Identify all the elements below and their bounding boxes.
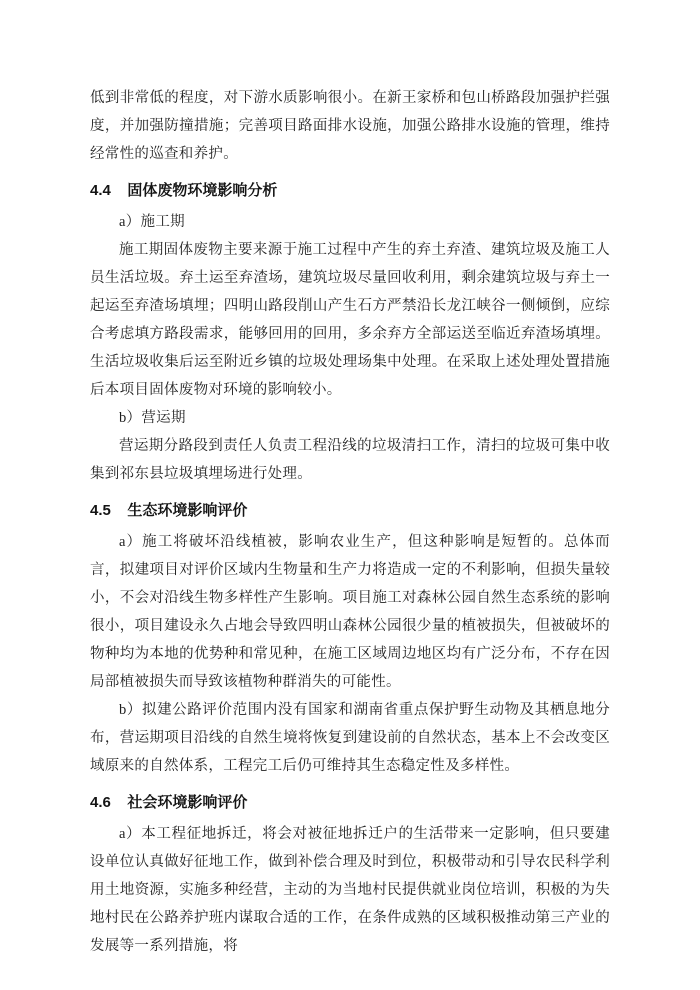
section-number: 4.4 [90,182,111,199]
paragraph-operation-solid-waste: 营运期分路段到责任人负责工程沿线的垃圾清扫工作，清扫的垃圾可集中收集到祁东县垃圾填埋场进行处理。 [90,438,610,482]
paragraph-ecology-a: a）施工将破坏沿线植被，影响农业生产，但这种影响是短暂的。总体而言，拟建项目对评价区域内生物量和生产力将造成一定的不利影响，但损失量较小，不会对沿线生物多样性产生影响。项目施工对森林公园自然生态系统的影响很小，项目建设永久占地会导致四明山森林公园很少量的植被损失，但被破坏的物种均为本地的优势种和常见种，在施工区域周边地区均有广泛分布，不存在因局部植被损失而导致该植物种群消失的可能性。 [90,534,610,690]
section-number: 4.6 [90,794,111,811]
paragraph-construction-solid-waste: 施工期固体废物主要来源于施工过程中产生的弃土弃渣、建筑垃圾及施工人员生活垃圾。弃土运至弃渣场，建筑垃圾尽量回收利用，剩余建筑垃圾与弃土一起运至弃渣场填埋；四明山路段削山产生石方严禁沿长龙江峡谷一侧倾倒，应综合考虑填方路段需求，能够回用的回用，多余弃方全部运送至临近弃渣场填埋。生活垃圾收集后运至附近乡镇的垃圾处理场集中处理。在采取上述处理处置措施后本项目固体废物对环境的影响较小。 [90,242,610,398]
intro-paragraph: 低到非常低的程度，对下游水质影响很小。在新王家桥和包山桥路段加强护拦强度，并加强防撞措施；完善项目路面排水设施，加强公路排水设施的管理，维持经常性的巡查和养护。 [90,90,610,162]
section-title: 固体废物环境影响分析 [127,182,278,199]
paragraph-ecology-b: b）拟建公路评价范围内没有国家和湖南省重点保护野生动物及其栖息地分布，营运期项目沿线的自然生境将恢复到建设前的自然状态，基本上不会改变区域原来的自然体系，工程完工后仍可维持其生态稳定性及多样性。 [90,702,610,774]
section-heading-4-4 [90,177,610,205]
paragraph-social-a: a）本工程征地拆迁，将会对被征地拆迁户的生活带来一定影响，但只要建设单位认真做好征地工作，做到补偿合理及时到位，积极带动和引导农民科学利用土地资源，实施多种经营，主动的为当地村民提供就业岗位培训，积极的为失地村民在公路养护班内谋取合适的工作，在条件成熟的区域积极推动第三产业的发展等一系列措施，将 [90,826,610,954]
section-number: 4.5 [90,502,111,519]
paragraph-operation-period-label: b）营运期 [119,410,186,426]
section-heading-4-5 [90,497,610,525]
paragraph-construction-period-label: a）施工期 [119,214,185,230]
section-title: 社会环境影响评价 [127,794,248,811]
section-title: 生态环境影响评价 [127,502,248,519]
section-heading-4-6 [90,789,610,817]
